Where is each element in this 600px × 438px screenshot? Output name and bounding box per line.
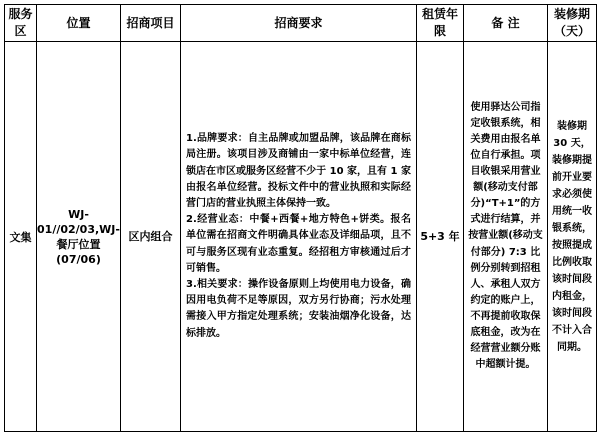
header-decoration-period: 装修期（天） bbox=[548, 5, 597, 42]
cell-decoration-period: 装修期 30 天，装修期提前开业要求必须使用统一收银系统，按照提成比例收取该时间段内租金，该时间段不计入合同期。 bbox=[548, 42, 597, 432]
cell-service-area: 文集 bbox=[5, 42, 37, 432]
requirement-related: 3.相关要求：操作设备原则上均使用电力设备，确因用电负荷不足等原因，双方另行协商；污水处理需接入甲方指定处理系统；安装油烟净化设备，达标排放。 bbox=[186, 279, 411, 339]
cell-notes: 使用驿达公司指定收银系统，相关费用由报名单位自行承担。项目收银采用营业额(移动支付部分)“T+1”的方式进行结算，并按营业额(移动支付部分) 7:3 比例分别转到招租人、承租人双方约定的账户上，不再提前收取保底租金，改为在经营营业额分账中超额计提。 bbox=[464, 42, 548, 432]
header-location: 位置 bbox=[37, 5, 121, 42]
header-lease-term: 租赁年限 bbox=[417, 5, 464, 42]
cell-location: WJ-01//02/03,WJ-餐厅位置(07/06) bbox=[37, 42, 121, 432]
header-row bbox=[5, 5, 597, 42]
table-row bbox=[5, 42, 597, 432]
header-project: 招商项目 bbox=[121, 5, 181, 42]
cell-project: 区内组合 bbox=[121, 42, 181, 432]
requirement-brand: 1.品牌要求：自主品牌或加盟品牌，该品牌在商标局注册。该项目涉及商铺由一家中标单位经营，连锁店在市区或服务区经营不少于 10 家，且有 1 家由报名单位经营。投标文件中的营业执照和实际经营门店的营业执照主体保持一致。 bbox=[186, 133, 411, 209]
requirement-business-type: 2.经营业态：中餐+西餐+地方特色+饼类。报名单位需在招商文件明确具体业态及详细品项，且不可与服务区现有业态重复。经招租方审核通过后才可销售。 bbox=[186, 214, 411, 274]
header-notes: 备 注 bbox=[464, 5, 548, 42]
header-requirements: 招商要求 bbox=[181, 5, 417, 42]
cell-lease-term: 5+3 年 bbox=[417, 42, 464, 432]
cell-requirements bbox=[181, 42, 417, 432]
header-service-area: 服务区 bbox=[5, 5, 37, 42]
leasing-table bbox=[4, 4, 597, 432]
